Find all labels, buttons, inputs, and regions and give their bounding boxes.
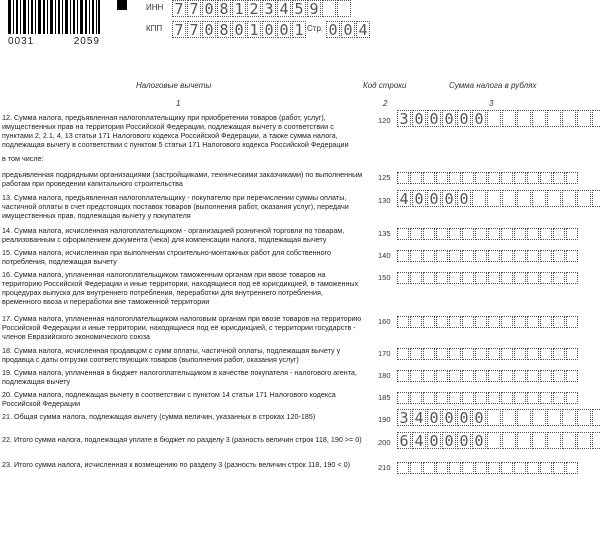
row-text: 21. Общая сумма налога, подлежащая вычету (сумма величин, указанных в строках 120-185) — [2, 412, 316, 421]
amount-digit-cell[interactable] — [566, 172, 578, 184]
row-text: 17. Сумма налога, уплаченная налогоплательщиком налоговым органам при ввозе товаров на территорию Российской Федерации и иные территории, находящиеся под её юрисдикцией, с территории государств - членов Евразийского экономического союза — [2, 314, 362, 341]
amount-digit-cell[interactable] — [566, 250, 578, 262]
row-text: 14. Сумма налога, исчисленная налогоплательщиком - организацией розничной торговли по товарам, реализованным с оформлением документа (чека) для компенсации налога, подлежащая вычету — [2, 226, 345, 244]
row-text: 20. Сумма налога, подлежащая вычету в соответствии с пунктом 14 статьи 171 Налогового кодекса Российской Федерации — [2, 390, 336, 408]
amount-digit-cell[interactable] — [592, 110, 600, 127]
corner-marker — [117, 0, 127, 10]
amount-digit-cell[interactable] — [532, 110, 546, 127]
amount-digit-cell[interactable]: 0 — [427, 432, 441, 449]
row-code: 135 — [378, 229, 391, 238]
amount-digit-cell[interactable] — [410, 370, 422, 382]
amount-digit-cell[interactable] — [540, 228, 552, 240]
row-code: 150 — [378, 273, 391, 282]
amount-digit-cell[interactable] — [577, 110, 591, 127]
amount-digit-cell[interactable] — [501, 250, 513, 262]
amount-digit-cell[interactable] — [397, 348, 409, 360]
row-code: 210 — [378, 463, 391, 472]
amount-cells — [397, 228, 579, 240]
amount-digit-cell[interactable] — [423, 316, 435, 328]
amount-digit-cell[interactable] — [540, 172, 552, 184]
amount-digit-cell[interactable] — [475, 172, 487, 184]
amount-digit-cell[interactable] — [423, 370, 435, 382]
amount-digit-cell[interactable] — [397, 272, 409, 284]
digit-cell[interactable]: 8 — [217, 0, 231, 17]
amount-digit-cell[interactable] — [488, 392, 500, 404]
amount-digit-cell[interactable] — [397, 462, 409, 474]
amount-digit-cell[interactable] — [532, 409, 546, 426]
amount-digit-cell[interactable] — [436, 250, 448, 262]
amount-digit-cell[interactable] — [449, 250, 461, 262]
amount-digit-cell[interactable] — [488, 172, 500, 184]
amount-digit-cell[interactable] — [514, 392, 526, 404]
amount-digit-cell[interactable] — [488, 228, 500, 240]
amount-digit-cell[interactable] — [462, 370, 474, 382]
col-line-code: Код строки — [363, 81, 407, 90]
amount-digit-cell[interactable] — [410, 228, 422, 240]
amount-digit-cell[interactable] — [475, 348, 487, 360]
amount-digit-cell[interactable] — [488, 348, 500, 360]
digit-cell[interactable]: 0 — [232, 21, 246, 38]
digit-cell[interactable]: 1 — [292, 21, 306, 38]
col-num-1: 1 — [176, 99, 181, 108]
row-code: 130 — [378, 196, 391, 205]
amount-digit-cell[interactable] — [436, 392, 448, 404]
amount-digit-cell[interactable] — [488, 462, 500, 474]
row-code: 125 — [378, 173, 391, 182]
row-code: 185 — [378, 393, 391, 402]
inn-cells — [172, 0, 352, 17]
amount-digit-cell[interactable] — [423, 348, 435, 360]
amount-digit-cell[interactable] — [397, 392, 409, 404]
amount-digit-cell[interactable] — [553, 462, 565, 474]
barcode-right: 2059 — [73, 36, 100, 47]
amount-digit-cell[interactable] — [553, 172, 565, 184]
amount-digit-cell[interactable] — [514, 250, 526, 262]
amount-digit-cell[interactable] — [502, 409, 516, 426]
amount-digit-cell[interactable] — [547, 110, 561, 127]
digit-cell[interactable]: 0 — [277, 21, 291, 38]
row-text: 16. Сумма налога, уплаченная налогоплательщиком таможенным органам при ввозе товаров на территорию Российской Федерации и иные территории, находящиеся под её юрисдикцией, в таможенных процедурах выпуска для внутреннего потребления, переработки для внутреннего потребления, временного ввоза и переработки вне таможенной территории — [2, 270, 359, 306]
amount-digit-cell[interactable] — [410, 348, 422, 360]
row-text: в том числе: — [2, 154, 44, 163]
amount-digit-cell[interactable] — [462, 462, 474, 474]
digit-cell[interactable]: 0 — [262, 21, 276, 38]
amount-digit-cell[interactable] — [462, 250, 474, 262]
kpp-label: КПП — [146, 24, 163, 33]
amount-cells — [397, 272, 579, 284]
amount-digit-cell[interactable] — [527, 348, 539, 360]
amount-digit-cell[interactable] — [501, 392, 513, 404]
amount-digit-cell[interactable] — [562, 190, 576, 207]
amount-digit-cell[interactable] — [577, 432, 591, 449]
amount-digit-cell[interactable] — [488, 316, 500, 328]
amount-digit-cell[interactable] — [566, 228, 578, 240]
amount-digit-cell[interactable] — [487, 190, 501, 207]
amount-digit-cell[interactable] — [501, 370, 513, 382]
kpp-cells — [172, 21, 307, 38]
amount-digit-cell[interactable] — [436, 348, 448, 360]
amount-digit-cell[interactable] — [501, 272, 513, 284]
amount-digit-cell[interactable] — [592, 190, 600, 207]
amount-cells — [397, 316, 579, 328]
amount-digit-cell[interactable] — [449, 172, 461, 184]
digit-cell[interactable]: 4 — [356, 21, 370, 38]
amount-digit-cell[interactable] — [449, 370, 461, 382]
amount-digit-cell[interactable] — [410, 462, 422, 474]
amount-digit-cell[interactable] — [475, 228, 487, 240]
amount-digit-cell[interactable] — [514, 228, 526, 240]
amount-digit-cell[interactable] — [397, 250, 409, 262]
amount-digit-cell[interactable] — [397, 228, 409, 240]
amount-digit-cell[interactable] — [527, 250, 539, 262]
amount-digit-cell[interactable] — [532, 190, 546, 207]
row-code: 170 — [378, 349, 391, 358]
amount-digit-cell[interactable] — [553, 370, 565, 382]
amount-digit-cell[interactable]: 0 — [412, 110, 426, 127]
amount-cells — [397, 370, 579, 382]
row-code: 180 — [378, 371, 391, 380]
amount-digit-cell[interactable] — [501, 172, 513, 184]
amount-digit-cell[interactable] — [553, 272, 565, 284]
digit-cell[interactable] — [322, 0, 336, 17]
amount-digit-cell[interactable] — [462, 172, 474, 184]
amount-digit-cell[interactable] — [514, 462, 526, 474]
inn-label: ИНН — [146, 3, 164, 12]
digit-cell[interactable]: 0 — [326, 21, 340, 38]
amount-digit-cell[interactable] — [566, 392, 578, 404]
amount-digit-cell[interactable] — [449, 392, 461, 404]
digit-cell[interactable]: 7 — [187, 21, 201, 38]
amount-cells — [397, 409, 600, 426]
digit-cell[interactable]: 5 — [292, 0, 306, 17]
amount-digit-cell[interactable] — [514, 370, 526, 382]
amount-digit-cell[interactable] — [488, 370, 500, 382]
amount-digit-cell[interactable] — [502, 190, 516, 207]
row-code: 140 — [378, 251, 391, 260]
amount-digit-cell[interactable] — [527, 316, 539, 328]
amount-digit-cell[interactable] — [501, 348, 513, 360]
amount-digit-cell[interactable]: 4 — [412, 432, 426, 449]
amount-cells — [397, 250, 579, 262]
amount-digit-cell[interactable] — [532, 432, 546, 449]
amount-digit-cell[interactable] — [475, 272, 487, 284]
amount-digit-cell[interactable] — [462, 272, 474, 284]
digit-cell[interactable]: 1 — [232, 0, 246, 17]
amount-digit-cell[interactable]: 4 — [397, 190, 411, 207]
amount-digit-cell[interactable] — [475, 316, 487, 328]
amount-digit-cell[interactable]: 0 — [442, 110, 456, 127]
amount-digit-cell[interactable] — [501, 316, 513, 328]
amount-digit-cell[interactable] — [566, 348, 578, 360]
page-cells — [326, 21, 371, 38]
row-text: 23. Итого сумма налога, исчисленная к возмещению по разделу 3 (разность величин строк 118, 190 < 0) — [2, 460, 350, 469]
row-text: 12. Сумма налога, предъявленная налогоплательщику при приобретении товаров (работ, услуг), имущественных прав на территории Российской Федерации, подлежащая вычету в соответствии с пунктами 2, 2.1, 4, 13 статьи 171 Налогового кодекса Российской Федерации, а также сумма налога, подлежащая вычету в соответствии с пунктом 5 статьи 171 Налогового кодекса Российской Федерации — [2, 113, 349, 149]
amount-digit-cell[interactable]: 0 — [457, 110, 471, 127]
amount-digit-cell[interactable] — [475, 370, 487, 382]
amount-digit-cell[interactable] — [514, 348, 526, 360]
amount-digit-cell[interactable] — [501, 228, 513, 240]
digit-cell[interactable]: 0 — [341, 21, 355, 38]
row-code: 120 — [378, 116, 391, 125]
amount-digit-cell[interactable] — [540, 462, 552, 474]
amount-digit-cell[interactable]: 0 — [412, 190, 426, 207]
barcode — [8, 0, 100, 34]
amount-digit-cell[interactable] — [449, 462, 461, 474]
amount-digit-cell[interactable] — [436, 462, 448, 474]
amount-digit-cell[interactable] — [501, 462, 513, 474]
amount-digit-cell[interactable] — [527, 392, 539, 404]
amount-digit-cell[interactable] — [540, 370, 552, 382]
amount-digit-cell[interactable] — [553, 228, 565, 240]
amount-cells — [397, 392, 579, 404]
amount-cells — [397, 432, 600, 449]
amount-digit-cell[interactable]: 0 — [457, 409, 471, 426]
amount-digit-cell[interactable] — [436, 316, 448, 328]
amount-cells — [397, 172, 579, 184]
amount-digit-cell[interactable] — [487, 110, 501, 127]
amount-digit-cell[interactable] — [449, 348, 461, 360]
digit-cell[interactable]: 8 — [217, 21, 231, 38]
amount-digit-cell[interactable] — [449, 316, 461, 328]
amount-digit-cell[interactable] — [592, 409, 600, 426]
amount-digit-cell[interactable] — [423, 172, 435, 184]
amount-digit-cell[interactable] — [436, 272, 448, 284]
col-num-2: 2 — [383, 99, 388, 108]
col-deductions: Налоговые вычеты — [136, 81, 212, 90]
amount-digit-cell[interactable] — [562, 409, 576, 426]
amount-cells — [397, 348, 579, 360]
digit-cell[interactable]: 1 — [247, 21, 261, 38]
amount-digit-cell[interactable] — [517, 110, 531, 127]
amount-digit-cell[interactable] — [514, 272, 526, 284]
amount-digit-cell[interactable] — [488, 250, 500, 262]
row-text: 13. Сумма налога, предъявленная налогоплательщику - покупателю при перечислении суммы оплаты, частичной оплаты в счет предстоящих поставок товаров (выполнения работ, оказания услуг), передачи имущественных прав, подлежащая вычету у покупателя — [2, 193, 349, 220]
amount-cells — [397, 190, 600, 207]
amount-digit-cell[interactable]: 0 — [442, 409, 456, 426]
amount-digit-cell[interactable] — [562, 110, 576, 127]
amount-digit-cell[interactable]: 3 — [397, 110, 411, 127]
col-tax-amount: Сумма налога в рублях — [449, 81, 537, 90]
amount-digit-cell[interactable] — [423, 462, 435, 474]
amount-digit-cell[interactable] — [502, 432, 516, 449]
amount-digit-cell[interactable] — [527, 462, 539, 474]
amount-digit-cell[interactable] — [487, 409, 501, 426]
row-code: 200 — [378, 438, 391, 447]
amount-digit-cell[interactable] — [577, 190, 591, 207]
amount-digit-cell[interactable] — [527, 370, 539, 382]
amount-digit-cell[interactable] — [514, 172, 526, 184]
row-text: 15. Сумма налога, исчисленная при выполнении строительно-монтажных работ для собственного потребления, подлежащая вычету — [2, 248, 331, 266]
digit-cell[interactable]: 7 — [172, 21, 186, 38]
amount-digit-cell[interactable]: 0 — [472, 110, 486, 127]
amount-digit-cell[interactable] — [502, 110, 516, 127]
amount-digit-cell[interactable] — [462, 228, 474, 240]
amount-digit-cell[interactable] — [472, 190, 486, 207]
amount-cells — [397, 110, 600, 127]
amount-digit-cell[interactable]: 6 — [397, 432, 411, 449]
amount-digit-cell[interactable] — [566, 272, 578, 284]
digit-cell[interactable]: 4 — [277, 0, 291, 17]
amount-digit-cell[interactable] — [553, 250, 565, 262]
row-text: 18. Сумма налога, исчисленная продавцом с сумм оплаты, частичной оплаты, подлежащая вычету у продавца с даты отгрузки соответствующих товаров (выполнения работ, оказания услуг) — [2, 346, 341, 364]
amount-digit-cell[interactable] — [475, 392, 487, 404]
digit-cell[interactable]: 7 — [187, 0, 201, 17]
amount-digit-cell[interactable] — [517, 432, 531, 449]
amount-digit-cell[interactable] — [517, 190, 531, 207]
digit-cell[interactable]: 2 — [247, 0, 261, 17]
amount-digit-cell[interactable]: 0 — [457, 190, 471, 207]
amount-digit-cell[interactable]: 0 — [427, 110, 441, 127]
amount-digit-cell[interactable] — [449, 228, 461, 240]
amount-digit-cell[interactable]: 4 — [412, 409, 426, 426]
amount-digit-cell[interactable] — [475, 250, 487, 262]
amount-digit-cell[interactable] — [410, 172, 422, 184]
amount-digit-cell[interactable] — [547, 432, 561, 449]
amount-digit-cell[interactable] — [436, 370, 448, 382]
amount-digit-cell[interactable] — [566, 316, 578, 328]
amount-digit-cell[interactable] — [540, 392, 552, 404]
amount-digit-cell[interactable] — [488, 272, 500, 284]
amount-digit-cell[interactable] — [423, 392, 435, 404]
digit-cell[interactable]: 0 — [202, 21, 216, 38]
digit-cell[interactable]: 9 — [307, 0, 321, 17]
amount-digit-cell[interactable] — [410, 250, 422, 262]
amount-digit-cell[interactable] — [540, 348, 552, 360]
row-code: 190 — [378, 415, 391, 424]
amount-digit-cell[interactable] — [517, 409, 531, 426]
amount-digit-cell[interactable]: 0 — [442, 432, 456, 449]
amount-digit-cell[interactable] — [553, 316, 565, 328]
col-num-3: 3 — [489, 99, 494, 108]
barcode-left: 0031 — [8, 36, 35, 47]
amount-digit-cell[interactable] — [527, 172, 539, 184]
amount-digit-cell[interactable] — [553, 392, 565, 404]
amount-digit-cell[interactable] — [475, 462, 487, 474]
digit-cell[interactable] — [337, 0, 351, 17]
amount-digit-cell[interactable] — [462, 316, 474, 328]
amount-digit-cell[interactable] — [397, 172, 409, 184]
amount-digit-cell[interactable]: 0 — [442, 190, 456, 207]
amount-digit-cell[interactable]: 0 — [427, 190, 441, 207]
amount-digit-cell[interactable] — [462, 348, 474, 360]
amount-digit-cell[interactable] — [436, 172, 448, 184]
amount-digit-cell[interactable] — [397, 370, 409, 382]
digit-cell[interactable]: 0 — [202, 0, 216, 17]
amount-digit-cell[interactable] — [527, 228, 539, 240]
amount-digit-cell[interactable] — [487, 432, 501, 449]
amount-digit-cell[interactable] — [410, 316, 422, 328]
amount-digit-cell[interactable] — [436, 228, 448, 240]
amount-digit-cell[interactable] — [527, 272, 539, 284]
amount-digit-cell[interactable] — [547, 190, 561, 207]
row-code: 160 — [378, 317, 391, 326]
amount-digit-cell[interactable] — [514, 316, 526, 328]
amount-digit-cell[interactable] — [423, 228, 435, 240]
amount-digit-cell[interactable] — [423, 250, 435, 262]
amount-digit-cell[interactable] — [566, 462, 578, 474]
barcode-number — [8, 36, 100, 47]
amount-digit-cell[interactable] — [577, 409, 591, 426]
amount-digit-cell[interactable]: 0 — [472, 409, 486, 426]
amount-digit-cell[interactable] — [566, 370, 578, 382]
amount-digit-cell[interactable]: 0 — [472, 432, 486, 449]
row-text: 22. Итого сумма налога, подлежащая уплате в бюджет по разделу 3 (разность величин строк 118, 190 >= 0) — [2, 435, 362, 444]
amount-digit-cell[interactable]: 0 — [457, 432, 471, 449]
amount-digit-cell[interactable] — [449, 272, 461, 284]
amount-digit-cell[interactable] — [562, 432, 576, 449]
amount-digit-cell[interactable] — [397, 316, 409, 328]
amount-digit-cell[interactable] — [592, 432, 600, 449]
amount-digit-cell[interactable]: 0 — [427, 409, 441, 426]
amount-digit-cell[interactable] — [423, 272, 435, 284]
amount-digit-cell[interactable] — [462, 392, 474, 404]
row-text: 19. Сумма налога, уплаченная в бюджет налогоплательщиком в качестве покупателя - налогового агента, подлежащая вычету — [2, 368, 357, 386]
amount-digit-cell[interactable] — [553, 348, 565, 360]
amount-digit-cell[interactable] — [540, 250, 552, 262]
amount-digit-cell[interactable] — [410, 392, 422, 404]
amount-digit-cell[interactable]: 3 — [397, 409, 411, 426]
amount-digit-cell[interactable] — [540, 316, 552, 328]
amount-digit-cell[interactable] — [540, 272, 552, 284]
amount-digit-cell[interactable] — [547, 409, 561, 426]
amount-digit-cell[interactable] — [410, 272, 422, 284]
row-text: предъявленная подрядными организациями (застройщиками, техническими заказчиками) по выполненным работам при проведении капитального строительства — [2, 170, 363, 188]
page-label: Стр. — [307, 24, 324, 33]
amount-cells — [397, 462, 579, 474]
digit-cell[interactable]: 3 — [262, 0, 276, 17]
digit-cell[interactable]: 7 — [172, 0, 186, 17]
